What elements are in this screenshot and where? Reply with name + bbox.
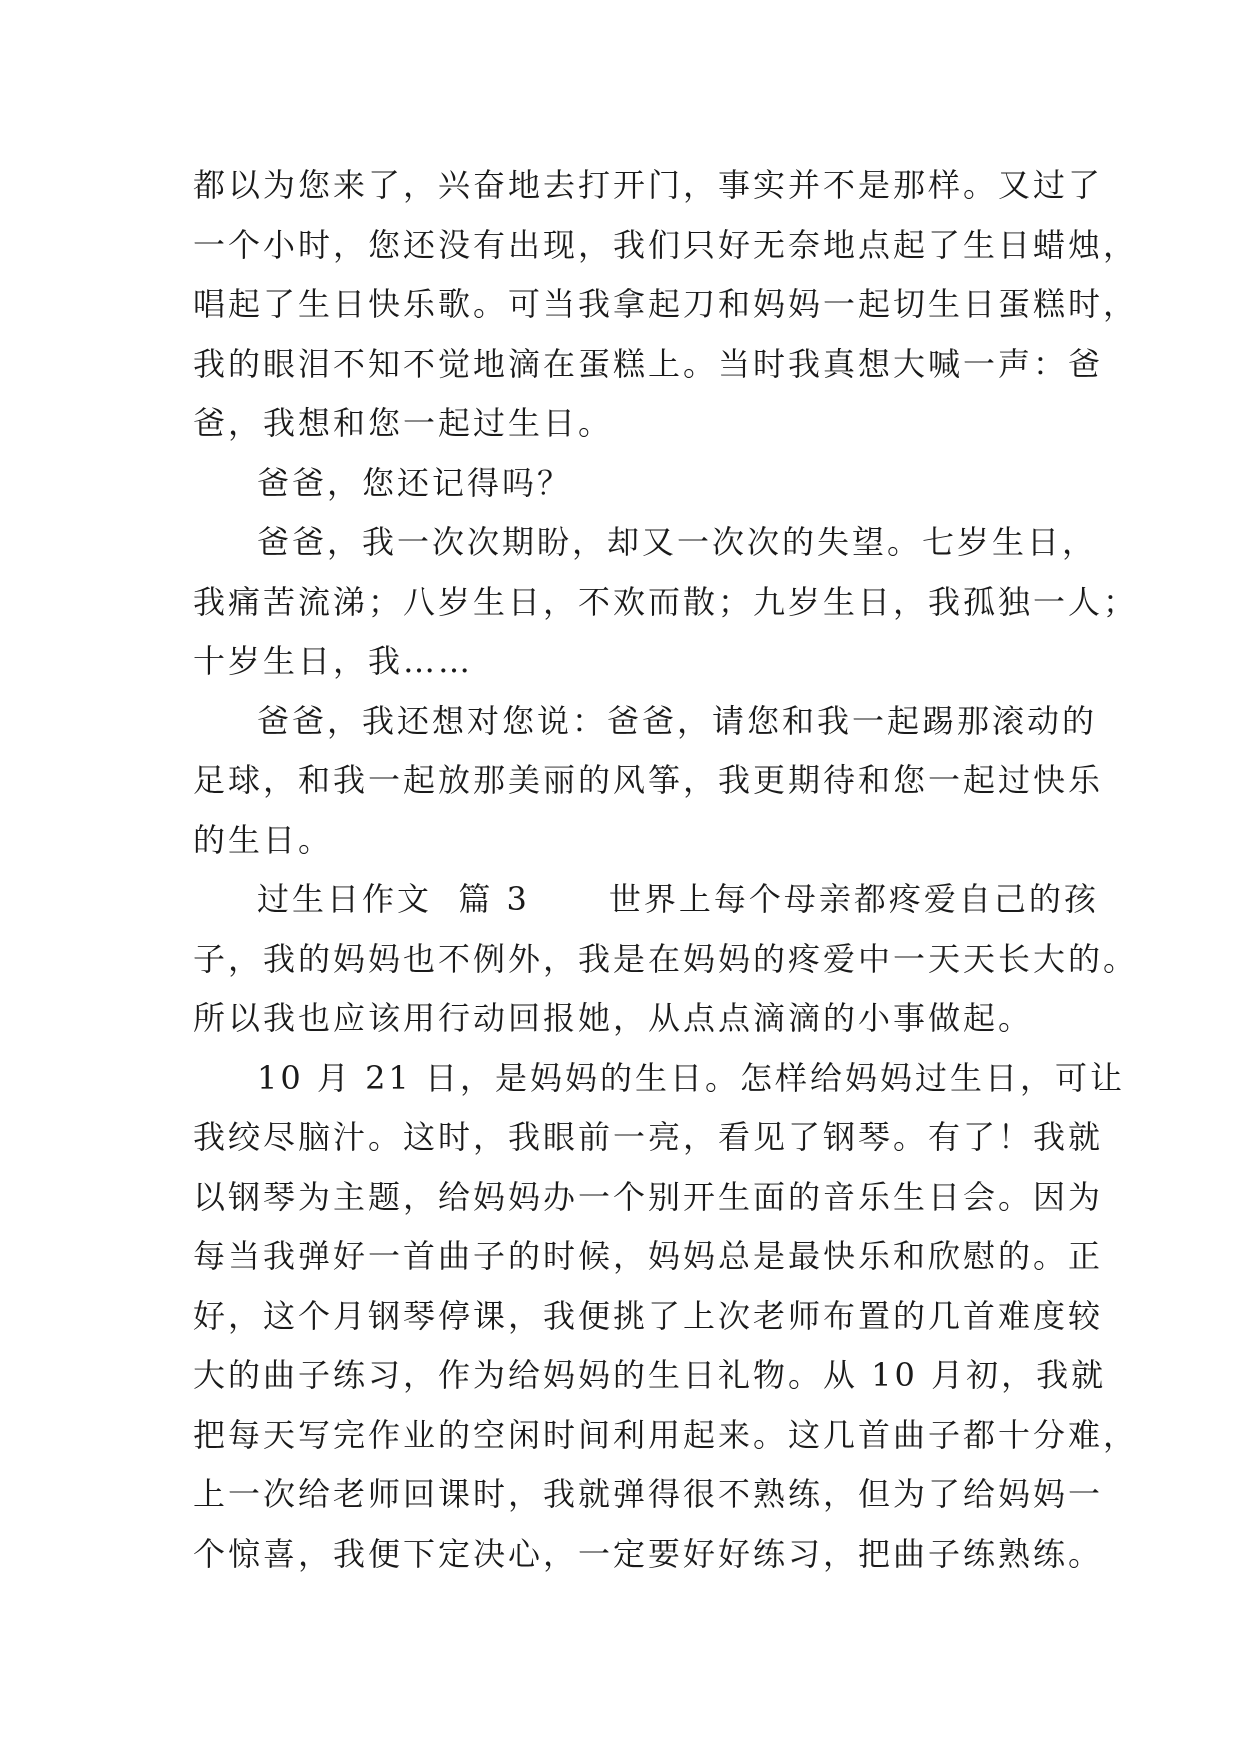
text-line: 每当我弹好一首曲子的时候，妈妈总是最快乐和欣慰的。正 (193, 1237, 1104, 1275)
text-line: 好，这个月钢琴停课，我便挑了上次老师布置的几首难度较 (193, 1296, 1104, 1335)
text-line: 我的眼泪不知不觉地滴在蛋糕上。当时我真想大喊一声：爸 (193, 344, 1104, 383)
text-line: 上一次给老师回课时，我就弹得很不熟练，但为了给妈妈一 (193, 1475, 1104, 1513)
document-body (193, 156, 1139, 1584)
text-line: 都以为您来了，兴奋地去打开门，事实并不是那样。又过了 (193, 166, 1104, 204)
text-line: 的生日。 (193, 820, 334, 859)
text-line: 我绞尽脑汁。这时，我眼前一亮，看见了钢琴。有了！我就 (193, 1118, 1104, 1156)
text-line: 10 月 21 日，是妈妈的生日。怎样给妈妈过生日，可让 (257, 1058, 1125, 1097)
text-line: 爸爸，您还记得吗？ (257, 463, 573, 502)
section-heading-line: 过生日作文 篇 3 世界上每个母亲都疼爱自己的孩 (257, 880, 1099, 918)
text-line: 把每天写完作业的空闲时间利用起来。这几首曲子都十分难， (193, 1415, 1139, 1454)
text-line: 大的曲子练习，作为给妈妈的生日礼物。从 10 月初，我就 (193, 1356, 1107, 1394)
text-line: 我痛苦流涕；八岁生日，不欢而散；九岁生日，我孤独一人； (193, 582, 1139, 621)
text-line: 足球，和我一起放那美丽的风筝，我更期待和您一起过快乐 (193, 761, 1104, 799)
text-line: 一个小时，您还没有出现，我们只好无奈地点起了生日蜡烛， (193, 225, 1139, 264)
text-line: 唱起了生日快乐歌。可当我拿起刀和妈妈一起切生日蛋糕时， (193, 285, 1139, 323)
text-line: 爸爸，我还想对您说：爸爸，请您和我一起踢那滚动的 (257, 701, 1098, 740)
text-line: 爸爸，我一次次期盼，却又一次次的失望。七岁生日， (257, 523, 1098, 561)
text-line: 爸，我想和您一起过生日。 (193, 404, 614, 442)
text-line: 子，我的妈妈也不例外，我是在妈妈的疼爱中一天天长大的。 (193, 939, 1139, 978)
text-line: 十岁生日，我…… (193, 642, 474, 680)
text-line: 个惊喜，我便下定决心，一定要好好练习，把曲子练熟练。 (193, 1534, 1104, 1573)
text-line: 以钢琴为主题，给妈妈办一个别开生面的音乐生日会。因为 (193, 1177, 1104, 1216)
text-line: 所以我也应该用行动回报她，从点点滴滴的小事做起。 (193, 999, 1034, 1037)
